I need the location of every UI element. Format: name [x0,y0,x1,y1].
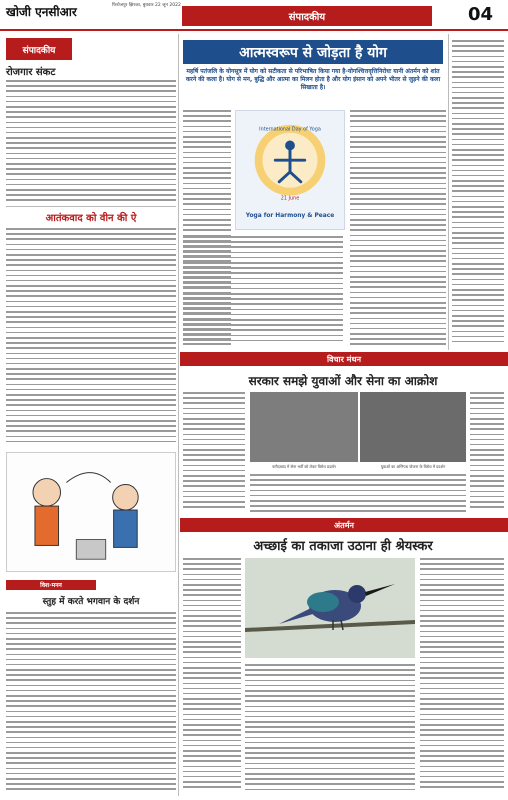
vichar-manthan-band: विचार मंथन [180,352,508,366]
yoga-headline: आत्मस्वरूप से जोड़ता है योग [183,40,443,64]
vimarsh-body [6,612,176,794]
dateline: फिरोजपुर झिरका, बुधवार 22 जून 2022 [112,3,181,8]
yoga-lead: महर्षि पतंजलि के योगसूत्र में योग को सटीकता से परिभाषित किया गया है-योगश्चित्तवृत्तिनिरोधः यानी अंतर्मन को शांत करने की कला है। योग से मन, बुद्धि और आत्मा का मिलन होता है और योग इंसान को अपने भीतर से जुड़ने की कला सिखाता है। [185,68,441,91]
cartoon [6,452,176,572]
photo-caption-left: फरीदाबाद में सेना भर्ती को लेकर विरोध प्रदर्शन [272,464,336,469]
antarman-body-left [183,558,241,794]
editorial-title: रोजगार संकट [6,67,56,78]
newspaper-brand: खोजी एनसीआर [6,5,77,19]
antarman-headline: अच्छाई का तकाजा उठाना ही श्रेयस्कर [253,539,433,554]
yoga-date: 21 June [280,195,300,202]
protest-photo-left [250,392,358,462]
antarman-band: अंतर्मन [180,518,508,532]
antarman-body-mid [245,664,415,794]
page-number: 04 [468,4,494,25]
second-headline: आतंकवाद को वीन की ऐ [45,213,137,224]
page-header [0,0,508,30]
column-divider [178,34,179,796]
yoga-caption: Yoga for Harmony & Peace [245,213,335,220]
army-article-bottom [250,474,466,514]
right-column-body [452,40,504,348]
section-title: संपादकीय [182,6,432,26]
editorial-body [6,80,176,205]
protest-photo-right [360,392,466,462]
column-divider [448,34,449,350]
divider [6,206,176,207]
army-article-right [470,392,504,514]
photo-caption-right: युवाओं का अग्निपथ योजना के विरोध में प्रदर्शन [380,464,446,469]
second-body [6,228,176,448]
vimarsh-tag: विश-मनन [6,580,96,590]
vimarsh-headline: स्तुह में करते भगवान के दर्शन [42,597,140,607]
yoga-body-mid [183,236,343,346]
yoga-day-illustration [235,110,345,230]
antarman-body-right [420,558,504,794]
bird-photo [245,558,415,658]
army-article-left [183,392,245,514]
yoga-body-right [350,110,446,350]
yoga-day-label: International Day of Yoga [259,126,321,133]
army-protest-headline: सरकार समझे युवाओं और सेना का आक्रोश [248,374,438,388]
editorial-banner: संपादकीय [6,38,72,60]
header-rule [0,29,508,31]
